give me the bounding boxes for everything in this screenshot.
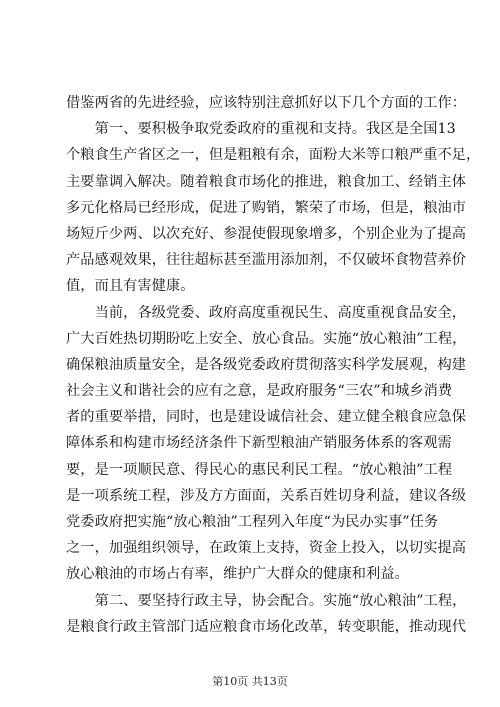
text-line: 第二、要坚持行政主导，协会配合。实施“放心粮油”工程， (66, 592, 467, 609)
text-line: 确保粮油质量安全，是各级党委政府贯彻落实科学发展观，构建 (66, 356, 467, 373)
text-line: 个粮食生产省区之一，但是粗粮有余，面粉大米等口粮严重不足， (66, 147, 481, 164)
text-line: 者的重要举措，同时，也是建设诚信社会、建立健全粮食应急保 (66, 409, 467, 426)
text-line: 是粮食行政主管部门适应粮食市场化改革，转变职能，推动现代 (66, 618, 467, 635)
text-line: 当前，各级党委、政府高度重视民生、高度重视食品安全， (66, 304, 467, 321)
text-line: 要，是一项顺民意、得民心的惠民利民工程。“放心粮油”工程 (66, 461, 453, 478)
page-number-label: 第10页 共13页 (212, 675, 288, 688)
text-line: 之一，加强组织领导，在政策上支持，资金上投入，以切实提高 (66, 540, 467, 557)
document-body (66, 90, 481, 640)
text-line: 第一、要积极争取党委政府的重视和支持。我区是全国13 (66, 121, 456, 138)
text-line: 产品感观效果，往往超标甚至滥用添加剂，不仅破坏食物营养价 (66, 252, 467, 269)
page-footer (0, 673, 500, 689)
text-line: 党委政府把实施“放心粮油”工程列入年度“为民办实事”任务 (66, 514, 439, 530)
text-line: 障体系和构建市场经济条件下新型粮油产销服务体系的客观需 (66, 435, 452, 452)
text-line: 主要靠调入解决。随着粮食市场化的推进，粮食加工、经销主体 (66, 173, 467, 190)
text-line: 场短斤少两、以次充好、参混使假现象增多，个别企业为了提高 (66, 225, 467, 242)
text-line: 多元化格局已经形成，促进了购销，繁荣了市场，但是，粮油市 (66, 199, 467, 216)
text-line: 社会主义和谐社会的应有之意，是政府服务“三农”和城乡消费 (66, 383, 453, 400)
text-line: 广大百姓热切期盼吃上安全、放心食品。实施“放心粮油”工程， (66, 330, 467, 347)
text-line: 放心粮油的市场占有率，维护广大群众的健康和利益。 (66, 566, 409, 583)
text-line: 值，而且有害健康。 (66, 278, 195, 295)
text-line: 是一项系统工程，涉及方方面面，关系百姓切身利益，建议各级 (66, 487, 467, 504)
text-line: 借鉴两省的先进经验，应该特别注意抓好以下几个方面的工作： (66, 95, 467, 111)
